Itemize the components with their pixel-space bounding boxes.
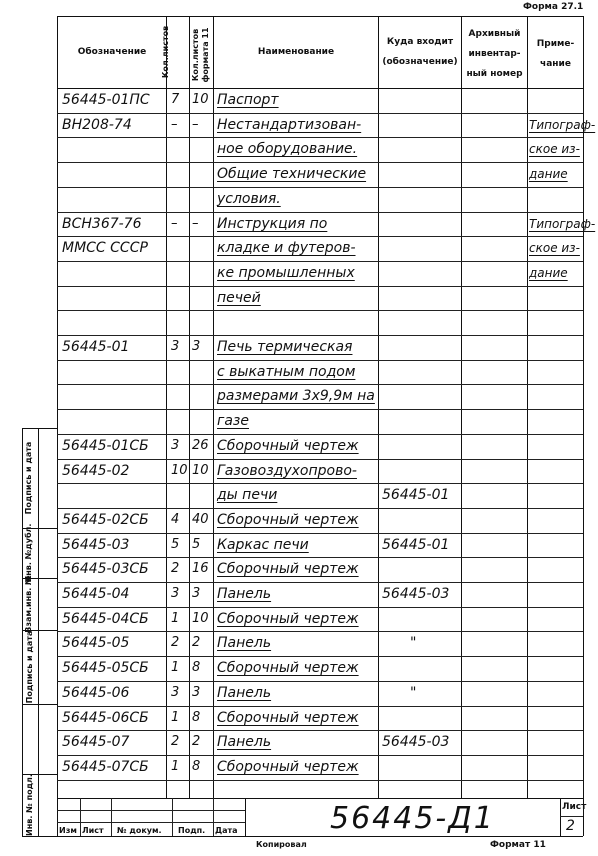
side-label-inv-orig: Инв. № подл.: [25, 774, 34, 836]
cell-name: Панель: [217, 635, 272, 652]
row-separator: [57, 656, 583, 657]
row-separator: [57, 557, 583, 558]
tb-doc-no: № докум.: [117, 826, 162, 835]
cell-sheets: 2: [171, 734, 180, 750]
header-archive-1: Архивный: [468, 29, 521, 39]
row-separator: [57, 409, 583, 410]
row-separator: [57, 533, 583, 534]
title-block-top: [57, 798, 583, 799]
row-separator: [57, 212, 583, 213]
tb-podp: Подп.: [178, 826, 206, 835]
tb-sheet-divider: [560, 816, 583, 817]
cell-name: ное оборудование.: [217, 141, 358, 158]
cell-format11: –: [192, 116, 199, 132]
cell-format11: 8: [192, 709, 201, 725]
tb-doc-number: 56445-Д1: [330, 801, 495, 836]
cell-designation: 56445-02: [62, 462, 130, 479]
cell-name: Нестандартизован-: [217, 116, 362, 133]
tb-col6: [560, 798, 561, 836]
cell-format11: 8: [192, 758, 201, 774]
cell-name: Газовоздухопрово-: [217, 462, 357, 479]
cell-sheets: 1: [171, 758, 180, 774]
cell-designation: ВСН367-76: [62, 215, 142, 232]
header-format11: Кол.листов формата 11: [191, 27, 210, 83]
cell-note: Типограф-: [529, 216, 596, 231]
cell-sheets: –: [171, 215, 178, 231]
cell-where: 56445-03: [382, 734, 450, 751]
cell-designation: 56445-05СБ: [62, 660, 149, 677]
row-separator: [57, 681, 583, 682]
tb-data: Дата: [215, 826, 238, 835]
header-where-1: Куда входит: [386, 37, 454, 47]
cell-sheets: 3: [171, 437, 180, 453]
cell-format11: 10: [192, 610, 209, 626]
row-separator: [57, 730, 583, 731]
tb-col5: [245, 798, 246, 836]
cell-note: дание: [529, 265, 568, 280]
header-designation: Обозначение: [77, 47, 147, 57]
header-sheets-count: Кол.листов: [161, 25, 170, 79]
cell-designation: ВН208-74: [62, 116, 132, 133]
cell-designation: 56445-06: [62, 684, 130, 701]
cell-designation: 56445-03: [62, 536, 130, 553]
cell-name: кладке и футеров-: [217, 240, 356, 257]
cell-note: Типограф-: [529, 117, 596, 132]
footer-copied: Копировал: [256, 840, 307, 849]
row-separator: [57, 310, 583, 311]
side-label-sign-date-2: Подпись и дата: [25, 630, 34, 704]
cell-format11: 2: [192, 734, 201, 750]
cell-designation: 56445-01: [62, 339, 130, 355]
cell-name: ды печи: [217, 487, 278, 504]
row-separator: [57, 508, 583, 509]
tb-list: Лист: [82, 826, 104, 835]
tb-col4: [213, 798, 214, 836]
tb-izm: Изм: [59, 826, 77, 835]
cell-sheets: 2: [171, 561, 180, 577]
cell-name: Сборочный чертеж: [217, 561, 359, 578]
row-separator: [57, 483, 583, 484]
cell-name: Сборочный чертеж: [217, 758, 359, 775]
cell-name: Панель: [217, 684, 272, 701]
cell-name: газе: [217, 413, 249, 430]
frame-bottom: [22, 836, 583, 837]
row-separator: [57, 236, 583, 237]
row-separator: [57, 261, 583, 262]
cell-sheets: 1: [171, 660, 180, 676]
side-label-sign-date-1: Подпись и дата: [24, 441, 33, 515]
cell-name: печей: [217, 289, 261, 306]
cell-name: Панель: [217, 734, 272, 751]
cell-name: Паспорт: [217, 92, 279, 108]
row-separator: [57, 706, 583, 707]
row-separator: [57, 360, 583, 361]
header-where-2: (обозначение): [382, 57, 458, 67]
cell-sheets: 5: [171, 536, 180, 552]
cell-where: 56445-01: [382, 487, 450, 504]
cell-designation: 56445-01СБ: [62, 437, 149, 454]
cell-designation: 56445-03СБ: [62, 561, 149, 578]
cell-designation: 56445-05: [62, 635, 130, 652]
cell-format11: 10: [192, 92, 209, 107]
row-separator: [57, 459, 583, 460]
cell-where: 56445-01: [382, 536, 450, 553]
cell-designation: 56445-06СБ: [62, 709, 149, 726]
row-separator: [57, 137, 583, 138]
title-block-row2: [57, 822, 245, 823]
footer-format: Формат 11: [490, 840, 546, 850]
header-archive-3: ный номер: [466, 69, 523, 79]
cell-sheets: 4: [171, 511, 180, 527]
side-label-vzam-inv: Взам.инв. №: [24, 575, 33, 633]
cell-name: Инструкция по: [217, 215, 328, 232]
cell-format11: 3: [192, 684, 201, 700]
side-label-inv-dupl: Инв. №дубл.: [24, 523, 33, 583]
cell-format11: 26: [192, 437, 209, 453]
cell-name: Общие технические: [217, 166, 367, 183]
cell-format11: 16: [192, 561, 209, 577]
row-separator: [57, 384, 583, 385]
cell-format11: 10: [192, 462, 209, 478]
tb-sheet-number: 2: [566, 818, 575, 834]
cell-name: Сборочный чертеж: [217, 660, 359, 677]
cell-format11: 3: [192, 339, 201, 354]
frame-top: [57, 16, 583, 17]
cell-sheets: 3: [171, 684, 180, 700]
cell-designation: ММСС СССР: [62, 240, 148, 257]
row-separator: [57, 335, 583, 336]
cell-designation: 56445-07: [62, 734, 130, 751]
cell-name: Сборочный чертеж: [217, 610, 359, 627]
cell-format11: 2: [192, 635, 201, 651]
cell-designation: 56445-04СБ: [62, 610, 149, 627]
row-separator: [57, 582, 583, 583]
row-separator: [57, 631, 583, 632]
header-archive-2: инвентар-: [468, 49, 521, 59]
cell-note: ское из-: [529, 142, 580, 157]
row-separator: [57, 434, 583, 435]
frame-left: [57, 16, 58, 836]
cell-sheets: 3: [171, 339, 180, 354]
header-name: Наименование: [257, 47, 335, 57]
header-bottom: [57, 88, 583, 89]
title-block-row1: [57, 810, 245, 811]
tb-sheet-label: Лист: [562, 802, 587, 812]
row-separator: [57, 286, 583, 287]
row-separator: [57, 113, 583, 114]
cell-designation: 56445-02СБ: [62, 511, 149, 528]
row-separator: [57, 780, 583, 781]
cell-designation: 56445-04: [62, 586, 130, 602]
row-separator: [57, 755, 583, 756]
frame-right: [583, 16, 584, 836]
cell-note: дание: [529, 167, 568, 182]
form-label: Форма 27.1: [523, 2, 584, 12]
cell-sheets: 1: [171, 709, 180, 725]
cell-sheets: 10: [171, 462, 188, 478]
cell-name: с выкатным подом: [217, 363, 356, 380]
cell-name: Панель: [217, 586, 272, 602]
cell-designation: 56445-07СБ: [62, 758, 149, 775]
cell-sheets: 1: [171, 610, 180, 626]
cell-sheets: 3: [171, 586, 180, 601]
cell-designation: 56445-01ПС: [62, 92, 150, 108]
cell-name: Каркас печи: [217, 536, 309, 553]
cell-where: ": [410, 684, 417, 701]
cell-name: Сборочный чертеж: [217, 511, 359, 528]
cell-sheets: –: [171, 116, 178, 132]
cell-format11: –: [192, 215, 199, 231]
cell-name: условия.: [217, 190, 281, 207]
cell-sheets: 2: [171, 635, 180, 651]
cell-format11: 8: [192, 660, 201, 676]
row-separator: [57, 607, 583, 608]
cell-name: ке промышленных: [217, 264, 355, 281]
header-note-2: чание: [540, 59, 571, 69]
cell-where: 56445-03: [382, 586, 450, 602]
cell-name: Печь термическая: [217, 339, 353, 355]
tb-col2: [111, 798, 112, 836]
cell-name: размерами 3х9,9м на: [217, 388, 375, 405]
header-note-1: Приме-: [536, 39, 575, 49]
row-separator: [57, 162, 583, 163]
cell-format11: 40: [192, 511, 209, 527]
cell-sheets: 7: [171, 92, 180, 107]
row-separator: [57, 187, 583, 188]
cell-name: Сборочный чертеж: [217, 437, 359, 454]
cell-note: ское из-: [529, 241, 580, 256]
cell-format11: 3: [192, 586, 201, 601]
cell-where: ": [410, 635, 417, 652]
cell-name: Сборочный чертеж: [217, 709, 359, 726]
cell-format11: 5: [192, 536, 201, 552]
tb-col1: [80, 798, 81, 836]
tb-col3: [172, 798, 173, 836]
